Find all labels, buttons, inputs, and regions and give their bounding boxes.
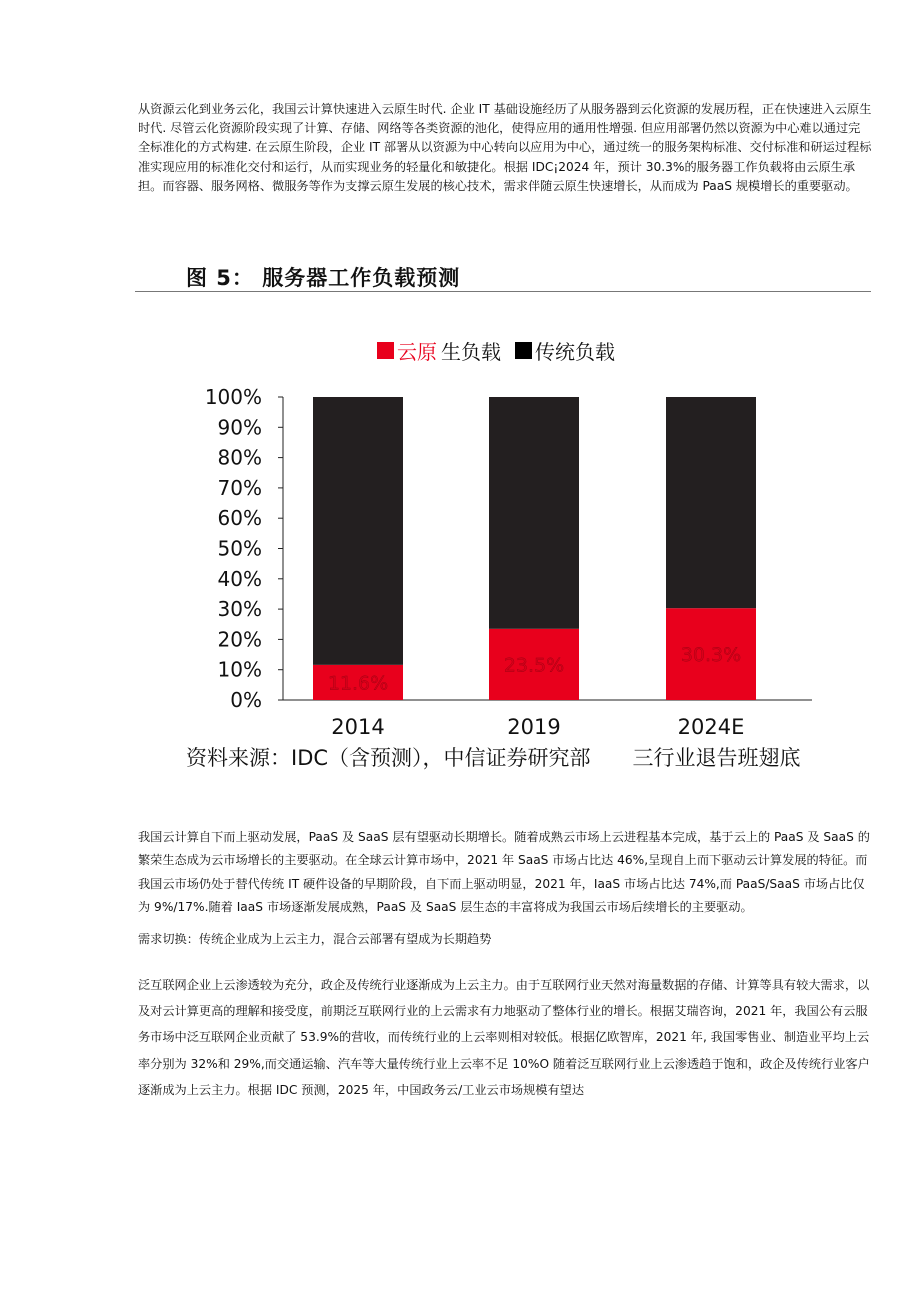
section-subheading: 需求切换：传统企业成为上云主力，混合云部署有望成为长期趋势 xyxy=(138,932,492,946)
data-label-2024E: 30.3% xyxy=(680,644,742,667)
source-note xyxy=(186,742,801,772)
chart-legend xyxy=(377,340,615,364)
y-tick-label: 20% xyxy=(217,627,262,652)
bar-traditional-2024E xyxy=(666,397,756,608)
body-paragraph-2: 我国云计算自下而上驱动发展，PaaS 及 SaaS 层有望驱动长期增长。随着成熟云市场上云进程基本完成，基于云上的 PaaS 及 SaaS 的繁荣生态成为云市场增长的主要驱动。在全球云计算市场中，2021 年 SaaS 市场占比达 46%,呈现自上而下驱动云计算发展的特征。而我国云市场仍处于替代传统 IT 硬件设备的早期阶段，自下而上驱动明显，2021 年，IaaS 市场占比达 74%,而 PaaS/SaaS 市场占比仅为 9%/17%.随着 IaaS 市场逐渐发展成熟，PaaS 及 SaaS 层生态的丰富将成为我国云市场后续增长的主要驱动。 xyxy=(138,830,870,914)
y-tick-label: 40% xyxy=(217,566,262,591)
y-tick-label: 70% xyxy=(217,475,262,500)
data-label-2019: 23.5% xyxy=(503,654,565,677)
y-tick-label: 80% xyxy=(217,445,262,470)
legend-label-traditional: 传统负载 xyxy=(535,340,615,364)
y-tick-label: 100% xyxy=(204,385,262,409)
legend-label-part2: 生负载 xyxy=(441,340,501,364)
bar-traditional-2014 xyxy=(313,397,403,665)
x-tick-label-2024E: 2024E xyxy=(677,715,745,739)
bars xyxy=(313,397,756,739)
legend-swatch-cloud-native xyxy=(377,342,394,359)
y-tick-label: 10% xyxy=(217,657,262,682)
body-paragraph-3: 泛互联网企业上云渗透较为充分，政企及传统行业逐渐成为上云主力。由于互联网行业天然对海量数据的存储、计算等具有较大需求，以及对云计算更高的理解和接受度，前期泛互联网行业的上云需求有力地驱动了整体行业的增长。根据艾瑞咨询，2021 年，我国公有云服务市场中泛互联网企业贡献了 53.9%的营收，而传统行业的上云率则相对较低。根据亿欧智库，2021 年, 我国零售业、制造业平均上云率分别为 32%和 29%,而交通运输、汽车等大量传统行业上云率不足 10%O 随着泛互联网行业上云渗透趋于饱和，政企及传统行业客户逐渐成为上云主力。根据 IDC 预测，2025 年，中国政务云∕工业云市场规模有望达 xyxy=(138,978,870,1097)
source-text: 资料来源：IDC（含预测），中信证券研究部 xyxy=(186,746,591,770)
bar-traditional-2019 xyxy=(489,397,579,629)
figure-title: 图 5： 服务器工作负载预测 xyxy=(186,266,461,290)
legend-label-part1: 云原 xyxy=(397,340,437,364)
y-tick-label: 60% xyxy=(217,506,262,531)
figure-title-rule xyxy=(135,291,871,292)
y-tick-label: 50% xyxy=(217,536,262,561)
data-label-2014: 11.6% xyxy=(327,672,389,695)
stacked-bar-chart xyxy=(0,330,920,740)
source-extra-text: 三行业退告班翅底 xyxy=(632,746,801,770)
y-tick-label: 0% xyxy=(230,688,262,712)
x-tick-label-2019: 2019 xyxy=(507,715,561,739)
intro-paragraph: 从资源云化到业务云化，我国云计算快速进入云原生时代. 企业 IT 基础设施经历了从服务器到云化资源的发展历程，正在快速进入云原生时代. 尽管云化资源阶段实现了计算、存储、网络等各类资源的池化，使得应用的通用性增强. 但应用部署仍然以资源为中心难以通过完全标准化的方式构建. 在云原生阶段，企业 IT 部署从以资源为中心转向以应用为中心，通过统一的服务架构标准、交付标准和研运过程标准实现应用的标准化交付和运行，从而实现业务的轻量化和敏捷化。根据 IDC¡2024 年，预计 30.3%的服务器工作负载将由云原生承担。而容器、服务网格、微服务等作为支撑云原生发展的核心技术，需求伴随云原生快速增长，从而成为 PaaS 规模增长的重要驱动。 xyxy=(138,102,872,193)
y-tick-label: 30% xyxy=(217,597,262,622)
x-tick-label-2014: 2014 xyxy=(331,715,385,739)
legend-swatch-traditional xyxy=(515,342,532,359)
y-tick-label: 90% xyxy=(217,415,262,440)
